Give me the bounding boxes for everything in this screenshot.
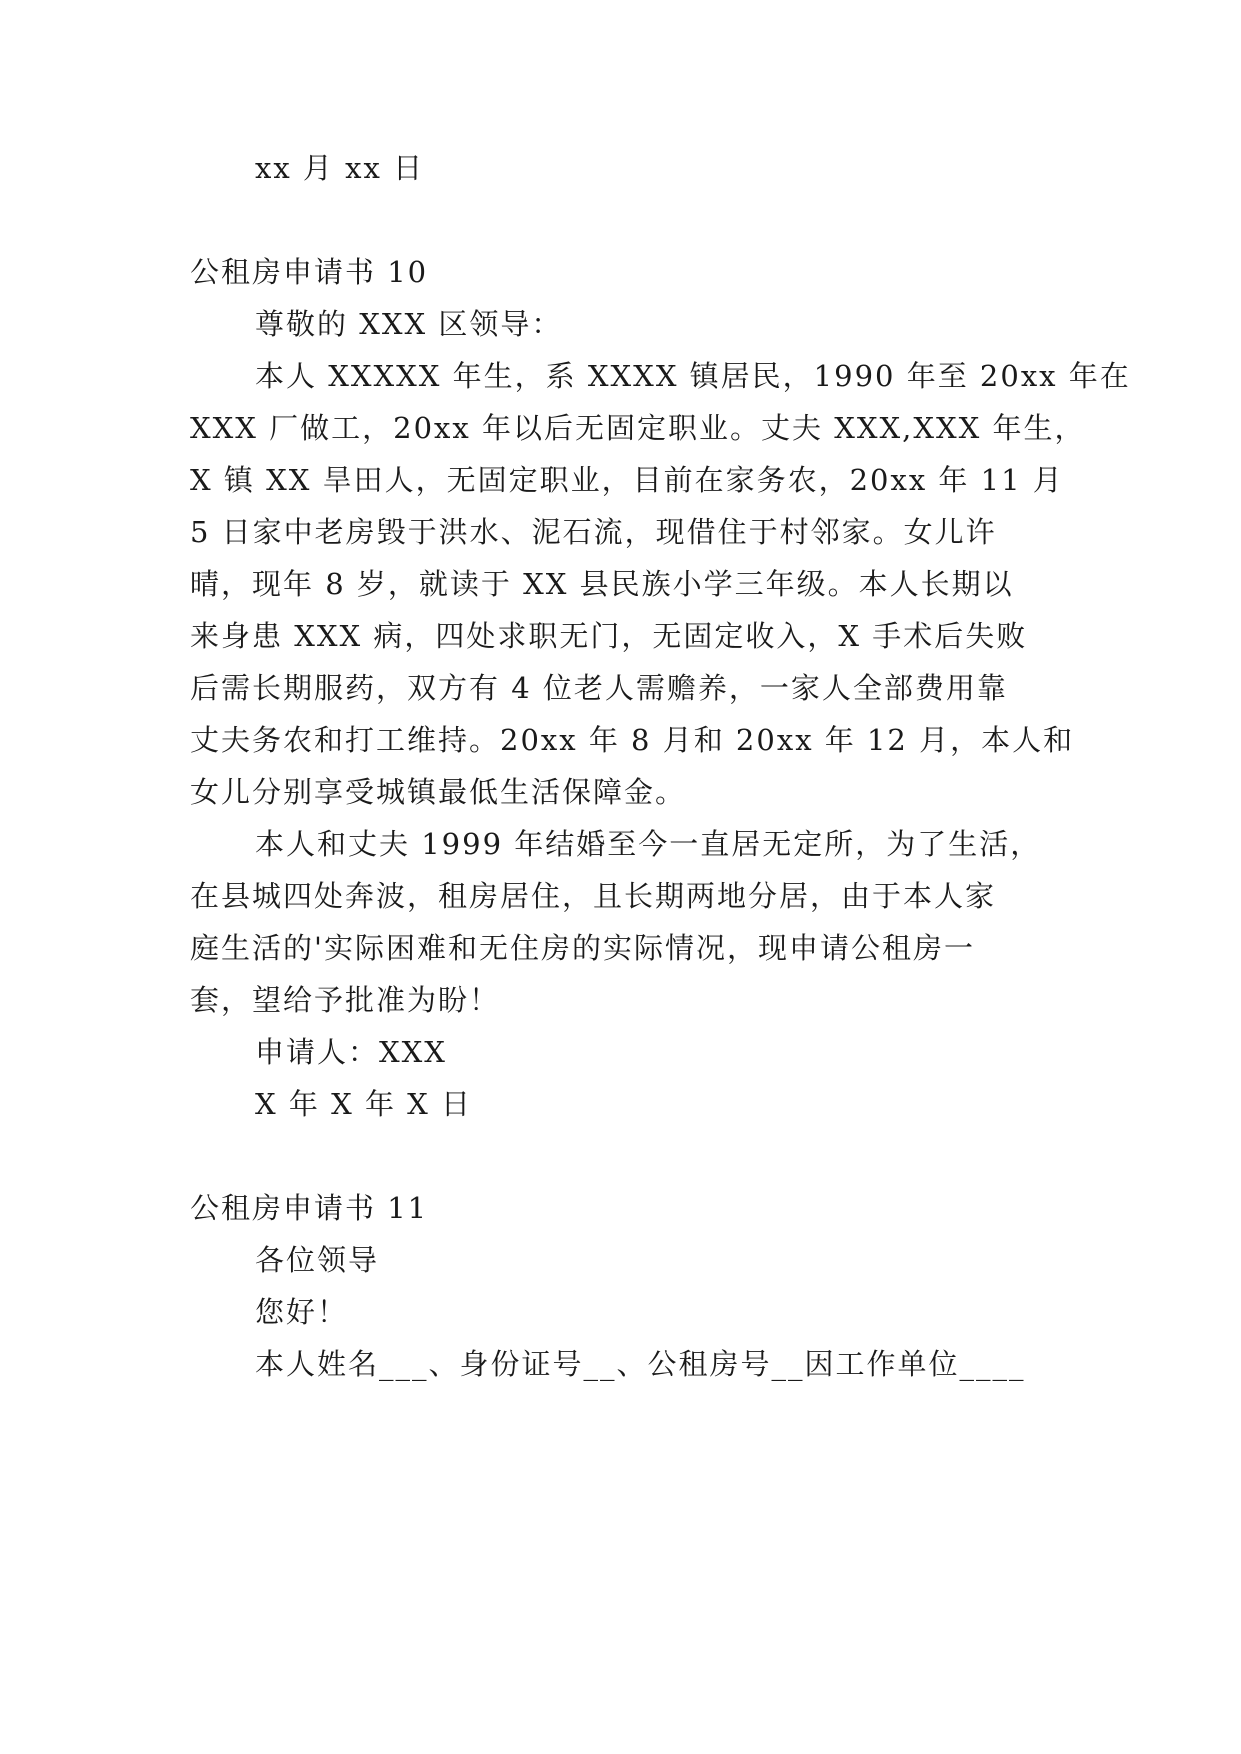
paragraph-line: 丈夫务农和打工维持。20xx 年 8 月和 20xx 年 12 月，本人和 bbox=[190, 723, 1075, 757]
date-line: xx 月 xx 日 bbox=[255, 151, 425, 185]
paragraph-line: X 镇 XX 旱田人，无固定职业，目前在家务农，20xx 年 11 月 bbox=[190, 463, 1064, 497]
paragraph-line: 本人姓名___、身份证号__、公租房号__因工作单位____ bbox=[255, 1347, 1026, 1381]
paragraph-line: 本人 XXXXX 年生，系 XXXX 镇居民，1990 年至 20xx 年在 bbox=[255, 359, 1131, 393]
paragraph-line: 来身患 XXX 病，四处求职无门，无固定收入，X 手术后失败 bbox=[190, 619, 1028, 653]
paragraph-line: 晴，现年 8 岁，就读于 XX 县民族小学三年级。本人长期以 bbox=[190, 567, 1014, 601]
section-title: 公租房申请书 11 bbox=[190, 1191, 429, 1225]
salutation: 尊敬的 XXX 区领导： bbox=[255, 307, 563, 341]
section-title: 公租房申请书 10 bbox=[190, 255, 429, 289]
greeting: 您好！ bbox=[255, 1295, 349, 1329]
paragraph-line: 本人和丈夫 1999 年结婚至今一直居无定所，为了生活， bbox=[255, 827, 1042, 861]
paragraph-line: XXX 厂做工，20xx 年以后无固定职业。丈夫 XXX,XXX 年生， bbox=[190, 411, 1086, 445]
salutation: 各位领导 bbox=[255, 1243, 380, 1277]
signature-date: X 年 X 年 X 日 bbox=[255, 1087, 473, 1121]
paragraph-line: 套，望给予批准为盼！ bbox=[190, 983, 501, 1017]
paragraph-line: 庭生活的'实际困难和无住房的实际情况，现申请公租房一 bbox=[190, 931, 975, 965]
paragraph-line: 5 日家中老房毁于洪水、泥石流，现借住于村邻家。女儿许 bbox=[190, 515, 997, 549]
paragraph-line: 女儿分别享受城镇最低生活保障金。 bbox=[190, 775, 687, 809]
paragraph-line: 后需长期服药，双方有 4 位老人需赡养，一家人全部费用靠 bbox=[190, 671, 1008, 705]
paragraph-line: 在县城四处奔波，租房居住，且长期两地分居，由于本人家 bbox=[190, 879, 997, 913]
applicant-line: 申请人：XXX bbox=[255, 1035, 447, 1069]
